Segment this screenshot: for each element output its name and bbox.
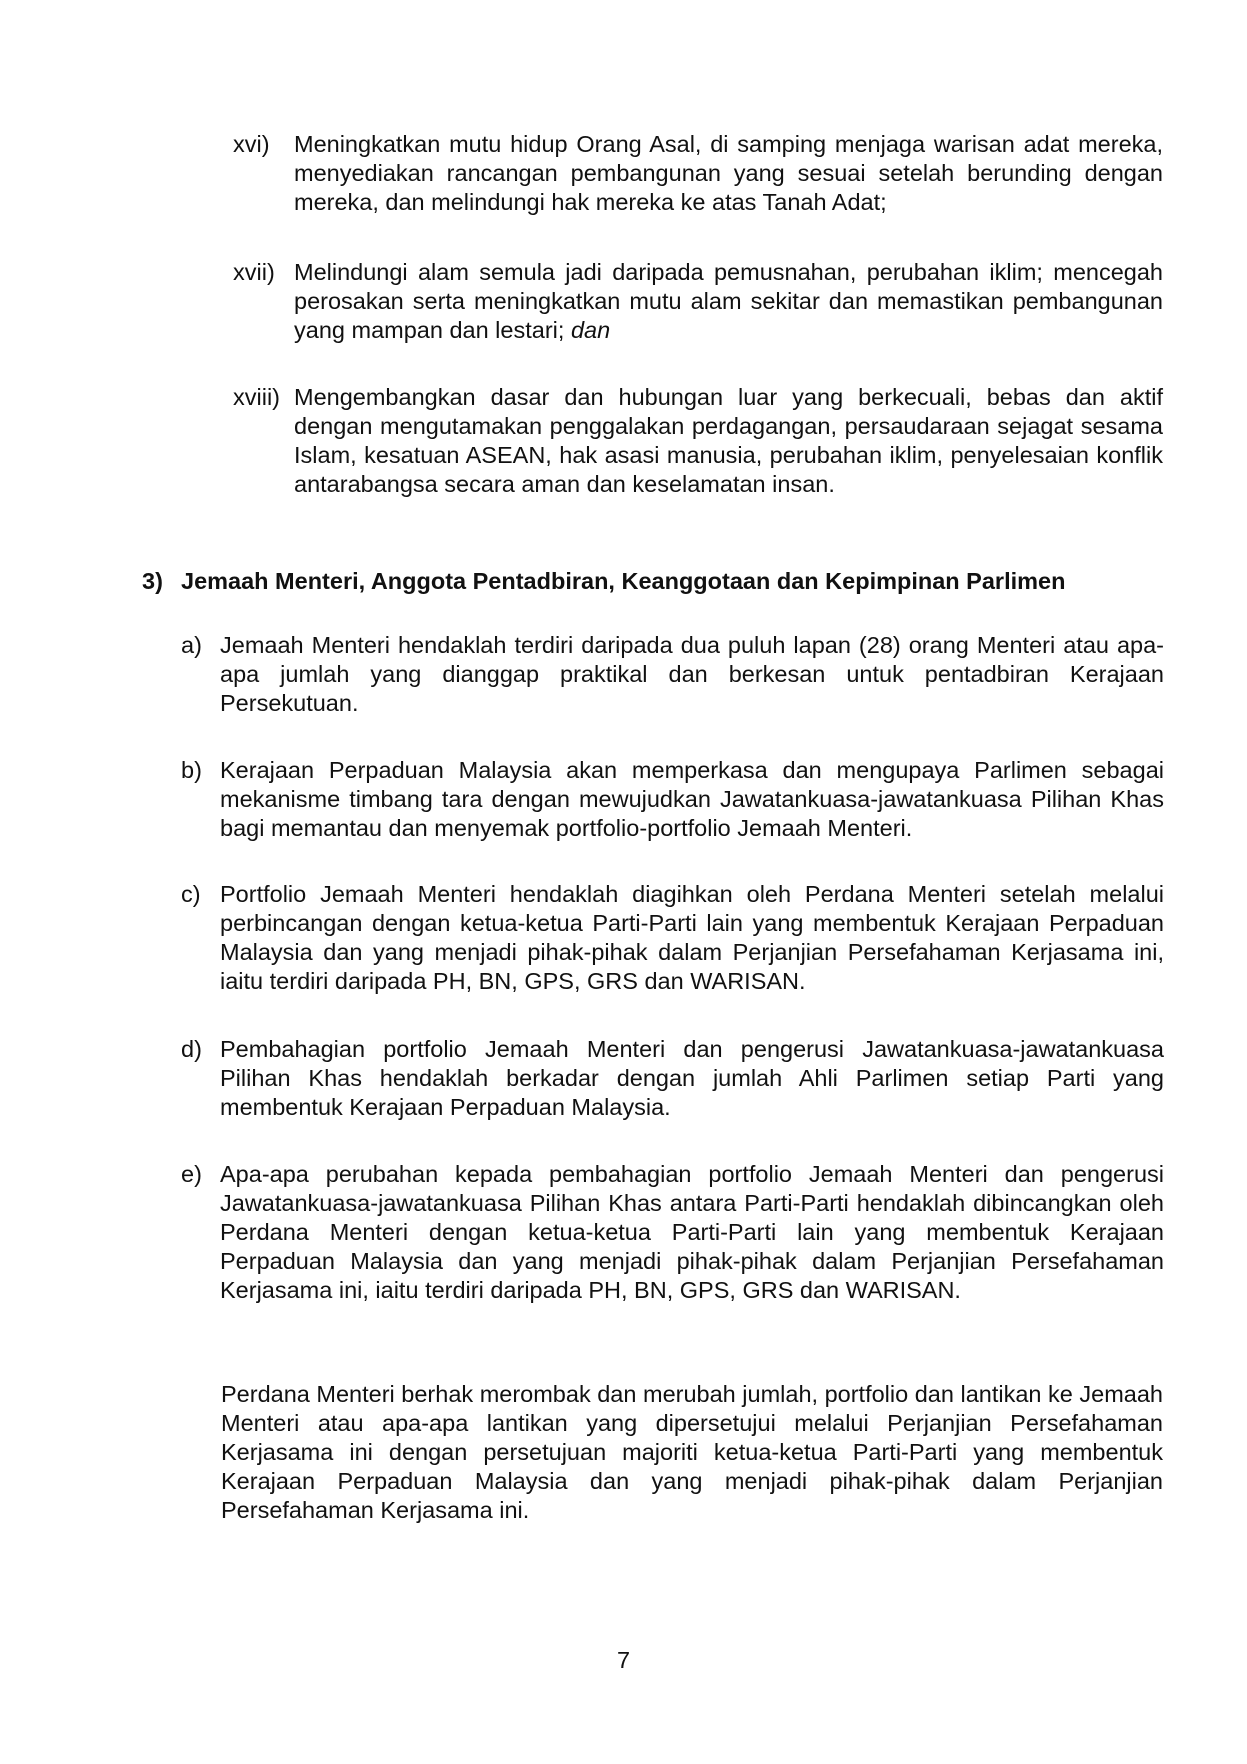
- list-item-text: Mengembangkan dasar dan hubungan luar yang berkecuali, bebas dan aktif dengan mengutamakan penggalakan perdagangan, persaudaraan sejagat sesama Islam, kesatuan ASEAN, hak asasi manusia, perubahan iklim, penyelesaian konflik antarabangsa secara aman dan keselamatan insan.: [294, 384, 1163, 497]
- list-item-text: Jemaah Menteri hendaklah terdiri daripada dua puluh lapan (28) orang Menteri atau apa-apa jumlah yang dianggap praktikal dan berkesan untuk pentadbiran Kerajaan Persekutuan.: [220, 632, 1164, 716]
- list-item-italic-conjunction: dan: [570, 317, 611, 343]
- list-item-number: d): [181, 1036, 202, 1062]
- closing-paragraph: Perdana Menteri berhak merombak dan merubah jumlah, portfolio dan lantikan ke Jemaah Menteri atau apa-apa lantikan yang dipersetujui melalui Perjanjian Persefahaman Kerjasama ini dengan persetujuan majoriti ketua-ketua Parti-Parti yang membentuk Kerajaan Perpaduan Malaysia dan yang menjadi pihak-pihak dalam Perjanjian Persefahaman Kerjasama ini.: [221, 1381, 1163, 1523]
- list-item-xviii: [233, 383, 1163, 499]
- section-heading: [142, 567, 1163, 596]
- list-item-a: [181, 631, 1164, 718]
- list-item-text: [294, 258, 1163, 345]
- list-item-number: xvi): [233, 131, 270, 157]
- page-number: 7: [616, 1647, 631, 1673]
- list-item-number: c): [181, 881, 201, 907]
- list-item-e: [181, 1160, 1164, 1305]
- list-item-text: Pembahagian portfolio Jemaah Menteri dan pengerusi Jawatankuasa-jawatankuasa Pilihan Khas hendaklah berkadar dengan jumlah Ahli Parlimen setiap Parti yang membentuk Kerajaan Perpaduan Malaysia.: [220, 1036, 1164, 1120]
- list-item-d: [181, 1035, 1164, 1122]
- list-item-text: Kerajaan Perpaduan Malaysia akan memperkasa dan mengupaya Parlimen sebagai mekanisme timbang tara dengan mewujudkan Jawatankuasa-jawatankuasa Pilihan Khas bagi memantau dan menyemak portfolio-portfolio Jemaah Menteri.: [220, 757, 1164, 841]
- list-item-text-main: Melindungi alam semula jadi daripada pemusnahan, perubahan iklim; mencegah perosakan serta meningkatkan mutu alam sekitar dan memastikan pembangunan yang mampan dan lestari;: [294, 259, 1163, 343]
- list-item-xvi: [233, 130, 1163, 217]
- list-item-number: a): [181, 632, 202, 658]
- list-item-number: xvii): [233, 259, 275, 285]
- list-item-number: xviii): [233, 384, 280, 410]
- section-number: 3): [142, 568, 163, 594]
- section-title: Jemaah Menteri, Anggota Pentadbiran, Keanggotaan dan Kepimpinan Parlimen: [181, 568, 1066, 594]
- list-item-text: Meningkatkan mutu hidup Orang Asal, di samping menjaga warisan adat mereka, menyediakan rancangan pembangunan yang sesuai setelah berunding dengan mereka, dan melindungi hak mereka ke atas Tanah Adat;: [294, 131, 1163, 215]
- list-item-number: b): [181, 757, 202, 783]
- list-item-text: Apa-apa perubahan kepada pembahagian portfolio Jemaah Menteri dan pengerusi Jawatankuasa-jawatankuasa Pilihan Khas antara Parti-Parti hendaklah dibincangkan oleh Perdana Menteri dengan ketua-ketua Parti-Parti lain yang membentuk Kerajaan Perpaduan Malaysia dan yang menjadi pihak-pihak dalam Perjanjian Persefahaman Kerjasama ini, iaitu terdiri daripada PH, BN, GPS, GRS dan WARISAN.: [220, 1161, 1164, 1303]
- list-item-xvii: [233, 258, 1163, 345]
- list-item-text: Portfolio Jemaah Menteri hendaklah diagihkan oleh Perdana Menteri setelah melalui perbincangan dengan ketua-ketua Parti-Parti lain yang membentuk Kerajaan Perpaduan Malaysia dan yang menjadi pihak-pihak dalam Perjanjian Persefahaman Kerjasama ini, iaitu terdiri daripada PH, BN, GPS, GRS dan WARISAN.: [220, 881, 1164, 994]
- list-item-c: [181, 880, 1164, 996]
- list-item-b: [181, 756, 1164, 843]
- list-item-number: e): [181, 1161, 202, 1187]
